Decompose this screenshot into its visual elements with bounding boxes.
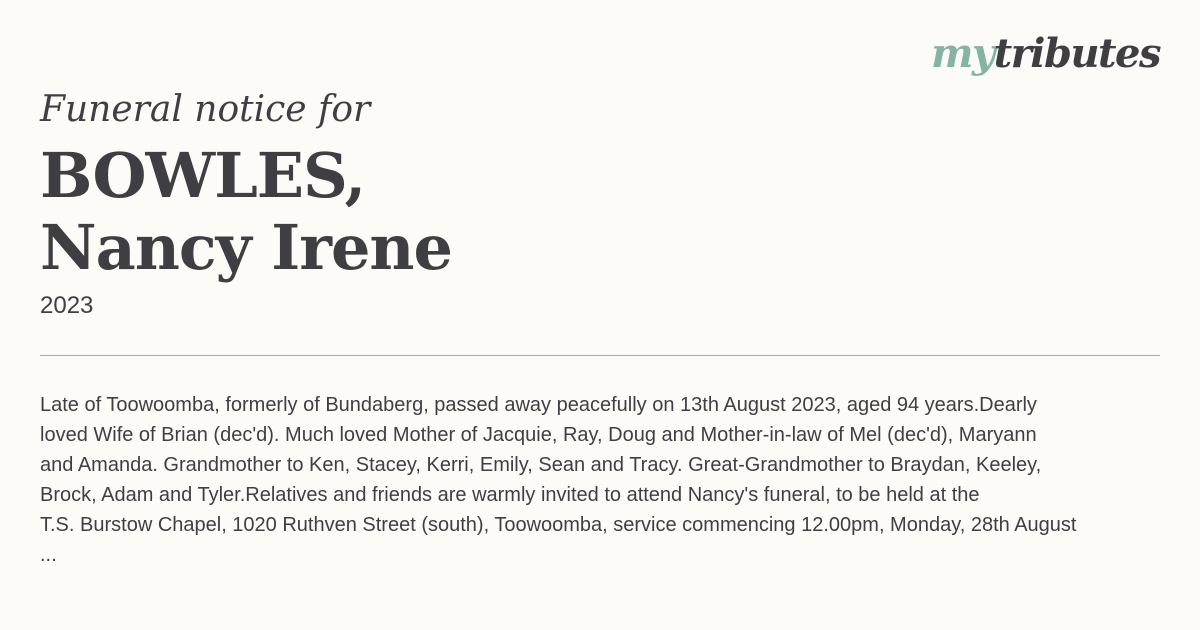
mytributes-logo[interactable] bbox=[931, 30, 1160, 77]
logo-suffix: tributes bbox=[993, 30, 1160, 77]
notice-kicker: Funeral notice for bbox=[40, 89, 371, 130]
notice-body bbox=[40, 390, 1180, 570]
deceased-name bbox=[40, 140, 452, 284]
divider bbox=[40, 355, 1160, 356]
logo-prefix: my bbox=[931, 30, 994, 77]
notice-body-line: and Amanda. Grandmother to Ken, Stacey, Kerri, Emily, Sean and Tracy. Great-Grandmother to Braydan, Keeley, bbox=[40, 454, 1042, 476]
notice-body-line: loved Wife of Brian (dec'd). Much loved Mother of Jacquie, Ray, Doug and Mother-in-law of Mel (dec'd), Maryann bbox=[40, 424, 1037, 446]
notice-body-ellipsis: ... bbox=[40, 544, 57, 566]
deceased-given-names: Nancy Irene bbox=[40, 211, 452, 284]
notice-body-line: T.S. Burstow Chapel, 1020 Ruthven Street (south), Toowoomba, service commencing 12.00pm, Monday, 28th August bbox=[40, 514, 1077, 536]
notice-year: 2023 bbox=[40, 292, 94, 319]
deceased-surname: BOWLES, bbox=[40, 139, 366, 212]
notice-body-line: Late of Toowoomba, formerly of Bundaberg, passed away peacefully on 13th August 2023, aged 94 years.Dearly bbox=[40, 394, 1037, 416]
notice-body-line: Brock, Adam and Tyler.Relatives and friends are warmly invited to attend Nancy's funeral, to be held at the bbox=[40, 484, 980, 506]
